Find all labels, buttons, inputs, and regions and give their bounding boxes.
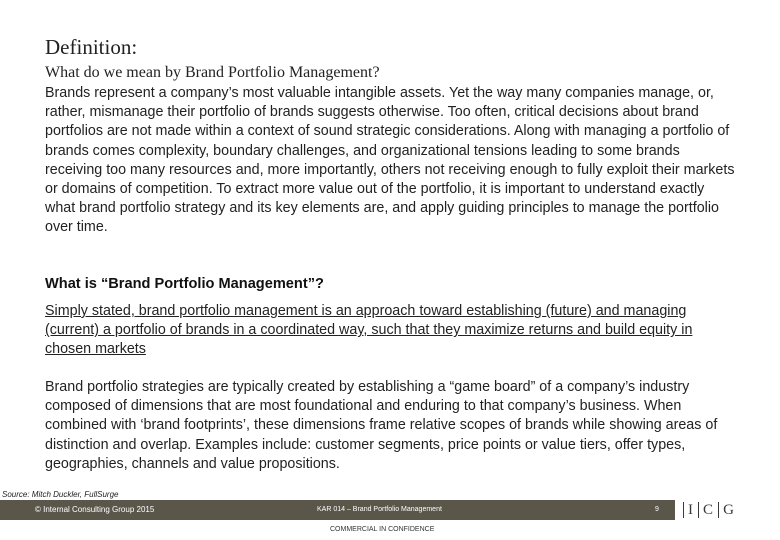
footer-copyright: © Internal Consulting Group 2015 <box>35 505 155 514</box>
logo-divider <box>683 502 684 518</box>
slide-title: Definition: <box>45 35 138 59</box>
icg-logo <box>683 500 735 520</box>
section-heading: What is “Brand Portfolio Management”? <box>45 276 324 292</box>
strategy-paragraph: Brand portfolio strategies are typically created by establishing a “game board” of a company’s industry composed of dimensions that are most foundational and enduring to that company’s business. When combined with ‘brand footprints’, these dimensions frame relative scopes of brands while showing areas of distinction and overlap. Examples include: customer segments, price points or value tiers, offer types, geographies, channels and value propositions. <box>45 379 718 472</box>
footer-course-title: KAR 014 – Brand Portfolio Management <box>317 506 442 513</box>
logo-letter-i: I <box>688 501 695 518</box>
confidentiality-notice: COMMERCIAL IN CONFIDENCE <box>330 526 435 533</box>
logo-divider <box>718 502 719 518</box>
logo-divider <box>698 502 699 518</box>
slide-subtitle: What do we mean by Brand Portfolio Management? <box>45 64 380 81</box>
definition-paragraph: Simply stated, brand portfolio management is an approach toward establishing (future) and managing (current) a portfolio of brands in a coordinated way, such that they maximize returns and build equity in chosen markets <box>45 303 693 358</box>
logo-letter-g: G <box>723 501 735 518</box>
page-number: 9 <box>655 506 659 513</box>
logo-letter-c: C <box>703 501 715 518</box>
intro-paragraph: Brands represent a company’s most valuable intangible assets. Yet the way many companies manage, or, rather, mismanage their portfolio of brands suggests otherwise. Too often, critical decisions about brand portfolios are not made within a context of sound strategic considerations. Along with managing a portfolio of brands comes complexity, boundary challenges, and organizational tensions leading to some brands receiving too many resources and, more importantly, others not receiving enough to fully exploit their markets or domains of competition. To extract more value out of the portfolio, it is important to understand exactly what brand portfolio strategy and its key elements are, and apply guiding principles to manage the portfolio over time. <box>45 85 735 236</box>
source-note: Source: Mitch Duckler, FullSurge <box>2 490 119 499</box>
